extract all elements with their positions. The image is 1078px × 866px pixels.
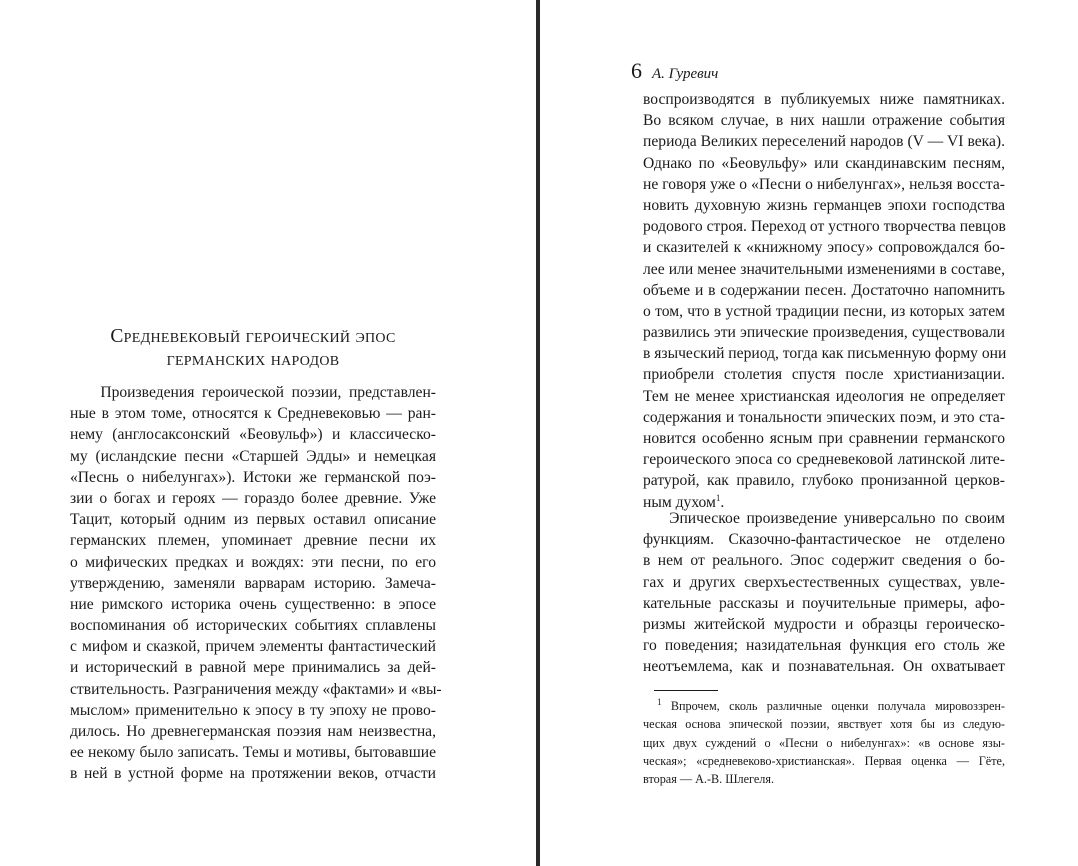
footnote-line-text: Впрочем, сколь различные оценки получала мировоззрен- (661, 699, 1005, 713)
text-line: ствительность. Разграничения между «фактами» и «вы- (70, 680, 442, 698)
text-line: содержания и тональности эпических поэм, и это ста- (643, 408, 1005, 426)
text-line: ратурой, как правило, глубоко пронизанной церков- (643, 472, 1005, 490)
text-line: гах и других сверхъестественных существах, увле- (643, 573, 1005, 591)
text-line: и сказителей к «книжному эпосу» сопровождался бо- (643, 239, 1005, 257)
footnote (643, 697, 1005, 788)
text-line: с мифом и сказкой, причем элементы фантастический (70, 638, 436, 656)
text-line: родового строя. Переход от устного творчества певцов (643, 218, 1006, 236)
text-line-last-text: ным духом (643, 493, 716, 511)
text-line: в нем от реального. Эпос содержит сведения о бо- (643, 552, 1005, 570)
text-line: воспоминания об исторических событиях сплавлены (70, 617, 436, 635)
text-line: го поведения; назидательная функция его столь же (643, 637, 1005, 655)
footnote-marker: 1 (657, 696, 662, 707)
chapter-heading-line-1: Средневековый героический эпос (110, 326, 396, 347)
footnote-line (643, 697, 1005, 715)
text-line: в языческий период, тогда как письменную форму они (643, 345, 1007, 363)
text-line: Однако по «Беовульфу» или скандинавским песням, (643, 154, 1005, 172)
text-line: Эпическое произведение универсально по своим (643, 510, 1005, 527)
text-line: кательные рассказы и поучительные примеры, афо- (643, 594, 1005, 612)
text-line-last-punct: . (720, 493, 725, 511)
text-line: мыслом» применительно к эпосу в ту эпоху не прово- (70, 701, 436, 719)
left-paragraph (70, 382, 442, 785)
right-page (540, 0, 1078, 866)
text-line: новить духовную жизнь германцев эпохи господства (643, 196, 1005, 214)
text-line: му (исландские песни «Старшей Эдды» и немецкая (70, 447, 436, 465)
text-line: Во всяком случае, в них нашли отражение события (643, 112, 1005, 130)
footnote-line: ческая»; «средневеково-христианская». Первая оценка — Гёте, (643, 753, 1005, 768)
text-line: ние римского историка очень существенно: в эпосе (70, 595, 436, 613)
right-paragraph-1 (643, 89, 1005, 513)
text-line: лее или менее значительными изменениями в составе, (643, 260, 1005, 278)
running-head (631, 58, 718, 82)
text-line: германских племен, упоминает древние песни их (70, 532, 436, 550)
text-line: функциям. Сказочно-фантастическое не отделено (643, 531, 1005, 549)
text-line: новится особенно ясным при сравнении германского (643, 430, 1005, 447)
footnote-reference[interactable]: 1 (715, 492, 721, 503)
text-line: ризмы житейской мудрости и образцы героическо- (643, 615, 1005, 633)
text-line: развились эти эпические произведения, существовали (643, 324, 1005, 342)
text-line: не говоря уже о «Песни о нибелунгах», нельзя восста- (643, 175, 1005, 193)
text-line: объеме и в содержании песен. Достаточно напомнить (643, 281, 1005, 299)
page-number: 6 (631, 58, 642, 83)
text-line: Произведения героической поэзии, представлен- (70, 384, 436, 401)
text-line: приобрели столетия спустя после христианизации. (643, 366, 1005, 384)
text-line: о мифических предках и вождях: эти песни, по его (70, 553, 436, 571)
right-paragraph-2 (643, 508, 1005, 678)
text-line: периода Великих переселений народов (V — VI века). (643, 133, 1005, 151)
left-page (0, 0, 536, 866)
text-line: «Песнь о нибелунгах»). Истоки же германской поэ- (70, 468, 436, 486)
chapter-heading-line-2: германских народов (166, 349, 340, 370)
text-line: Тацит, который одним из первых оставил описание (70, 511, 436, 529)
text-line: дилось. Но древнегерманская поэзия нам неизвестна, (70, 723, 436, 740)
text-line: героического эпоса со средневековой латинской лите- (643, 451, 1005, 469)
text-line: Тем не менее христианская идеология не определяет (643, 387, 1005, 405)
chapter-heading (70, 325, 436, 371)
footnote-rule (654, 690, 718, 691)
text-line: воспроизводятся в публикуемых ниже памятниках. (643, 91, 1005, 108)
text-line: о том, что в устной традиции песни, из которых затем (643, 302, 1005, 320)
text-line: зии о богах и героях — гораздо более древние. Уже (70, 489, 436, 507)
text-line: и исторический в равной мере принимались за дей- (70, 659, 436, 677)
text-line: ее некому было записать. Темы и мотивы, бытовавшие (70, 744, 436, 762)
footnote-line: вторая — А.-В. Шлегеля. (643, 772, 774, 787)
text-line: нему (англосаксонский «Беовульф») и классическо- (70, 426, 436, 444)
text-line: неотъемлема, как и познавательная. Он охватывает (643, 658, 1005, 676)
text-line: в ней в устной форме на протяжении веков, отчасти (70, 765, 436, 783)
text-line: утверждению, заменяли варварам историю. Замеча- (70, 574, 436, 592)
running-head-author: А. Гуревич (652, 66, 719, 82)
text-line: ные в этом томе, относятся к Средневековью — ран- (70, 405, 436, 423)
footnote-line: ческая основа эпической поэзии, явствует хотя бы из следую- (643, 717, 1005, 732)
footnote-line: щих двух суждений о «Песни о нибелунгах»: «в основе язы- (643, 735, 1005, 750)
